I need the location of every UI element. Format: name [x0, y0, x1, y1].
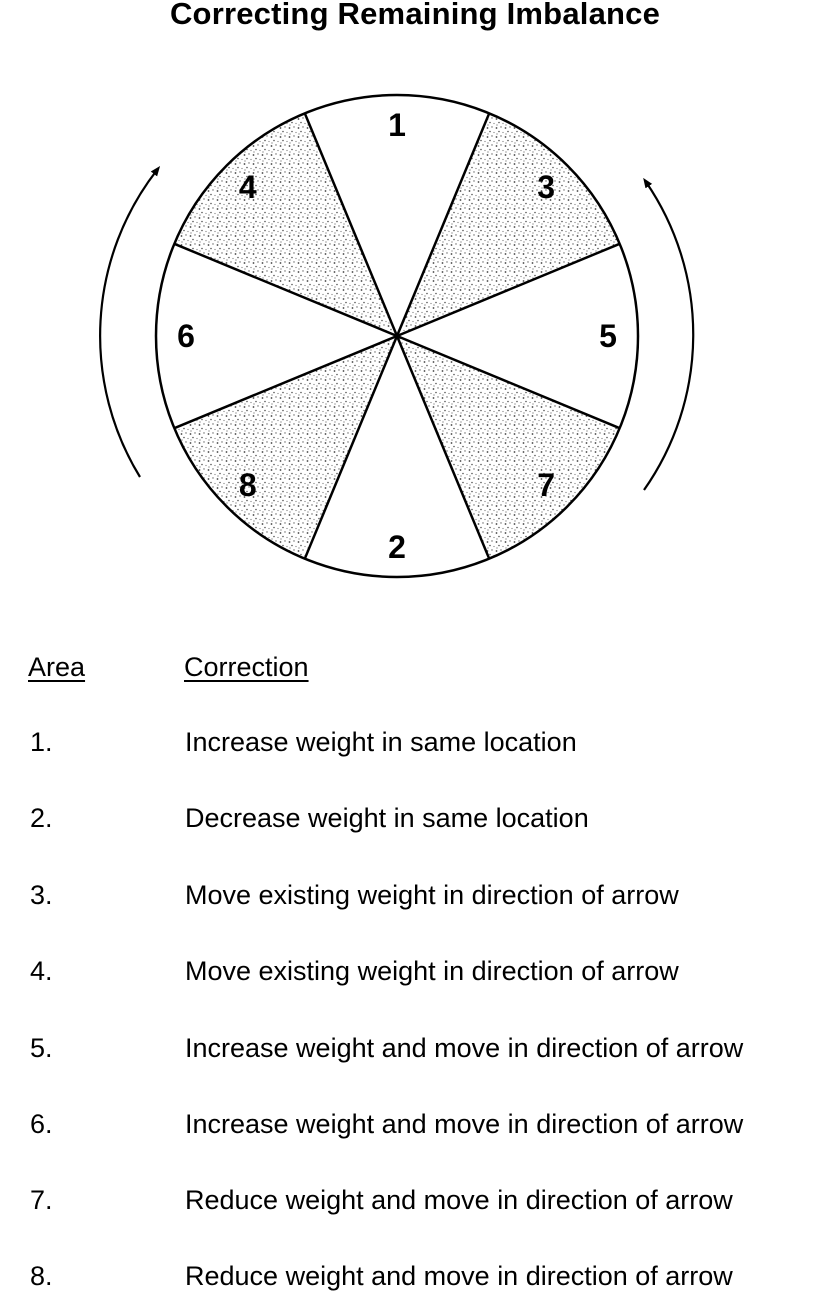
correction-text: Increase weight and move in direction of arrow [185, 1033, 744, 1063]
table-row [0, 803, 816, 843]
correction-text: Move existing weight in direction of arrow [185, 880, 679, 910]
table-row [0, 1185, 816, 1225]
correction-column-header: Correction [184, 652, 309, 682]
correction-text: Reduce weight and move in direction of arrow [185, 1261, 733, 1291]
table-row [0, 956, 816, 996]
page-title: Correcting Remaining Imbalance [169, 0, 661, 31]
area-number: 2. [30, 803, 53, 833]
area-number: 8. [30, 1261, 53, 1291]
segment-label-6: 6 [177, 318, 195, 354]
table-row [0, 727, 816, 767]
correction-text: Move existing weight in direction of arrow [185, 956, 679, 986]
correction-text: Decrease weight in same location [185, 803, 589, 833]
area-number: 1. [30, 727, 53, 757]
correction-text: Increase weight in same location [185, 727, 577, 757]
table-row [0, 880, 816, 920]
segment-label-8: 8 [238, 467, 257, 504]
segment-label-4: 4 [238, 168, 257, 205]
table-row [0, 1033, 816, 1073]
segment-label-7: 7 [537, 467, 556, 504]
table-row [0, 1109, 816, 1149]
right-arrow [644, 182, 693, 490]
area-number: 6. [30, 1109, 53, 1139]
correction-text: Reduce weight and move in direction of arrow [185, 1185, 733, 1215]
segment-label-2: 2 [388, 529, 406, 565]
segment-label-3: 3 [537, 168, 556, 205]
area-column-header: Area [28, 652, 86, 682]
area-number: 4. [30, 956, 53, 986]
area-number: 3. [30, 880, 53, 910]
left-arrow [100, 170, 157, 477]
area-number: 5. [30, 1033, 53, 1063]
segment-label-1: 1 [388, 107, 406, 143]
segment-label-5: 5 [599, 318, 617, 354]
area-number: 7. [30, 1185, 53, 1215]
table-row [0, 1261, 816, 1301]
balance-wheel-diagram [0, 0, 816, 600]
correction-text: Increase weight and move in direction of arrow [185, 1109, 744, 1139]
